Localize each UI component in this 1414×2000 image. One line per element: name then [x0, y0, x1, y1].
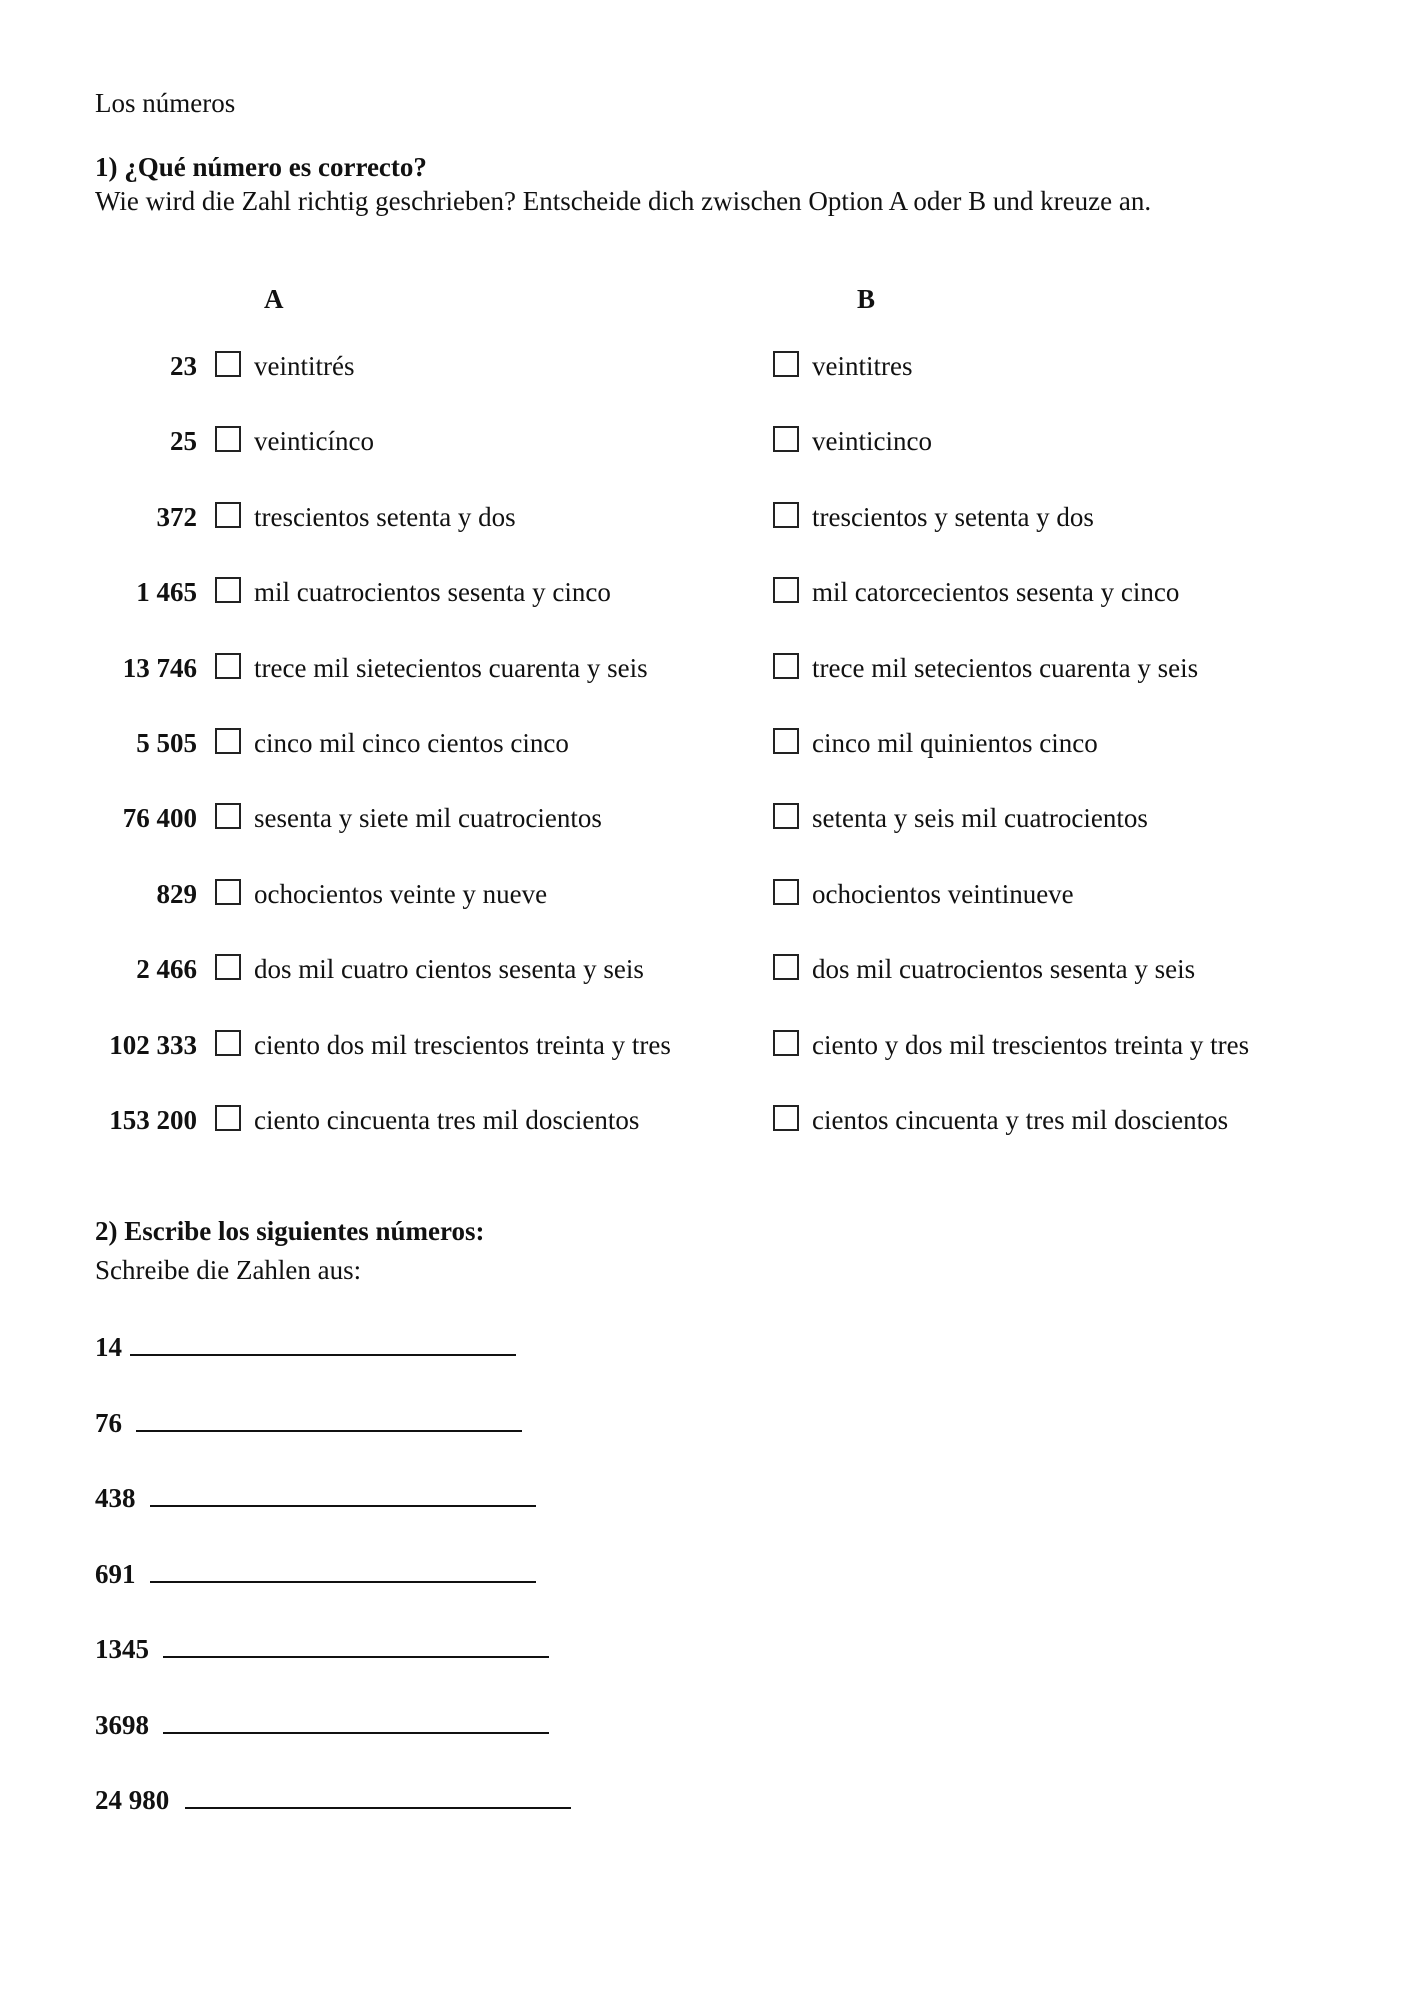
answer-line[interactable] — [150, 1477, 536, 1507]
question-row — [0, 498, 1414, 538]
answer-line[interactable] — [130, 1326, 516, 1356]
option-a-text: cinco mil cinco cientos cinco — [254, 728, 569, 758]
answer-line[interactable] — [163, 1704, 549, 1734]
checkbox-option-a[interactable] — [215, 803, 241, 829]
option-b-text: cinco mil quinientos cinco — [812, 728, 1098, 758]
section1-heading: 1) ¿Qué número es correcto? — [95, 152, 427, 182]
checkbox-option-a[interactable] — [215, 653, 241, 679]
row-number: 153 200 — [109, 1105, 197, 1135]
row-number: 372 — [156, 502, 197, 532]
write-item — [95, 1628, 795, 1668]
answer-line[interactable] — [136, 1402, 522, 1432]
question-row — [0, 1026, 1414, 1066]
answer-line[interactable] — [163, 1628, 549, 1658]
option-a-text: sesenta y siete mil cuatrocientos — [254, 803, 602, 833]
option-b-text: veintitres — [812, 351, 913, 381]
row-number: 1 465 — [136, 577, 197, 607]
option-a-text: dos mil cuatro cientos sesenta y seis — [254, 954, 644, 984]
write-item-number: 3698 — [95, 1710, 149, 1740]
section2-heading: 2) Escribe los siguientes números: — [95, 1216, 485, 1246]
question-row — [0, 799, 1414, 839]
option-a-text: trece mil sietecientos cuarenta y seis — [254, 653, 648, 683]
checkbox-option-b[interactable] — [773, 351, 799, 377]
row-number: 76 400 — [122, 803, 197, 833]
write-item — [95, 1477, 795, 1517]
option-a-text: ciento dos mil trescientos treinta y tres — [254, 1030, 671, 1060]
write-item — [95, 1704, 795, 1744]
checkbox-option-a[interactable] — [215, 728, 241, 754]
row-number: 25 — [170, 426, 197, 456]
checkbox-option-b[interactable] — [773, 1030, 799, 1056]
row-number: 102 333 — [109, 1030, 197, 1060]
checkbox-option-a[interactable] — [215, 351, 241, 377]
row-number: 829 — [156, 879, 197, 909]
checkbox-option-b[interactable] — [773, 577, 799, 603]
column-a-header: A — [264, 284, 284, 314]
option-a-text: mil cuatrocientos sesenta y cinco — [254, 577, 611, 607]
checkbox-option-b[interactable] — [773, 653, 799, 679]
question-row — [0, 1101, 1414, 1141]
write-item-number: 691 — [95, 1559, 136, 1589]
option-b-text: veinticinco — [812, 426, 932, 456]
question-row — [0, 573, 1414, 613]
question-row — [0, 724, 1414, 764]
row-number: 13 746 — [122, 653, 197, 683]
checkbox-option-b[interactable] — [773, 1105, 799, 1131]
row-number: 23 — [170, 351, 197, 381]
write-item — [95, 1779, 795, 1819]
write-item-number: 14 — [95, 1332, 122, 1362]
question-row — [0, 950, 1414, 990]
option-a-text: ciento cincuenta tres mil doscientos — [254, 1105, 640, 1135]
page-title: Los números — [95, 88, 236, 118]
option-b-text: cientos cincuenta y tres mil doscientos — [812, 1105, 1229, 1135]
option-a-text: veintitrés — [254, 351, 355, 381]
option-a-text: veinticínco — [254, 426, 374, 456]
checkbox-option-a[interactable] — [215, 879, 241, 905]
checkbox-option-b[interactable] — [773, 426, 799, 452]
write-item-number: 438 — [95, 1483, 136, 1513]
answer-line[interactable] — [185, 1779, 571, 1809]
option-a-text: trescientos setenta y dos — [254, 502, 516, 532]
option-b-text: trescientos y setenta y dos — [812, 502, 1094, 532]
checkbox-option-b[interactable] — [773, 728, 799, 754]
checkbox-option-a[interactable] — [215, 1105, 241, 1131]
write-item-number: 1345 — [95, 1634, 149, 1664]
option-a-text: ochocientos veinte y nueve — [254, 879, 548, 909]
option-b-text: ochocientos veintinueve — [812, 879, 1074, 909]
checkbox-option-b[interactable] — [773, 954, 799, 980]
write-item — [95, 1402, 795, 1442]
row-number: 2 466 — [136, 954, 197, 984]
column-b-header: B — [857, 284, 876, 314]
write-item-number: 76 — [95, 1408, 122, 1438]
write-item-number: 24 980 — [95, 1785, 170, 1815]
question-row — [0, 347, 1414, 387]
option-b-text: ciento y dos mil trescientos treinta y tres — [812, 1030, 1250, 1060]
question-row — [0, 649, 1414, 689]
row-number: 5 505 — [136, 728, 197, 758]
write-item — [95, 1553, 795, 1593]
option-b-text: mil catorcecientos sesenta y cinco — [812, 577, 1180, 607]
section1-instruction: Wie wird die Zahl richtig geschrieben? Entscheide dich zwischen Option A oder B und kreuze an. — [95, 186, 1152, 216]
question-row — [0, 422, 1414, 462]
write-item — [95, 1326, 795, 1366]
checkbox-option-a[interactable] — [215, 426, 241, 452]
section2-instruction: Schreibe die Zahlen aus: — [95, 1255, 362, 1285]
checkbox-option-a[interactable] — [215, 577, 241, 603]
option-b-text: setenta y seis mil cuatrocientos — [812, 803, 1148, 833]
checkbox-option-b[interactable] — [773, 879, 799, 905]
checkbox-option-a[interactable] — [215, 502, 241, 528]
question-row — [0, 875, 1414, 915]
checkbox-option-b[interactable] — [773, 803, 799, 829]
checkbox-option-b[interactable] — [773, 502, 799, 528]
checkbox-option-a[interactable] — [215, 1030, 241, 1056]
option-b-text: trece mil setecientos cuarenta y seis — [812, 653, 1199, 683]
answer-line[interactable] — [150, 1553, 536, 1583]
checkbox-option-a[interactable] — [215, 954, 241, 980]
option-b-text: dos mil cuatrocientos sesenta y seis — [812, 954, 1196, 984]
